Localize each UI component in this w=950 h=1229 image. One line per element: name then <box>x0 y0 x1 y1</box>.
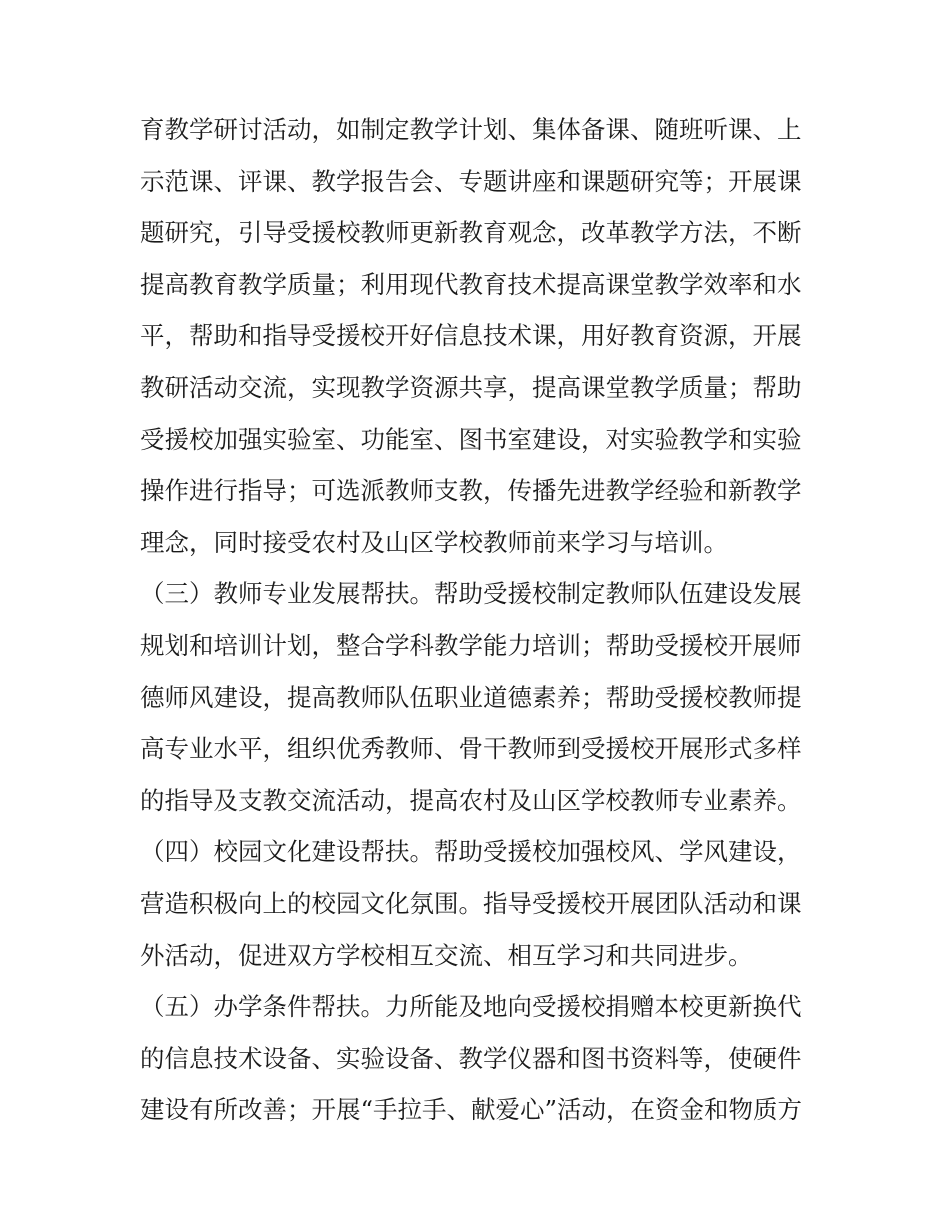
text-line: 营造积极向上的校园文化氛围。指导受援校开展团队活动和课 <box>140 888 802 918</box>
text-line: 平，帮助和指导受援校开好信息技术课，用好教育资源，开展 <box>140 321 802 351</box>
text-line: 操作进行指导；可选派教师支教，传播先进教学经验和新教学 <box>140 476 802 506</box>
section-heading-line: （四）校园文化建设帮扶。帮助受援校加强校风、学风建设， <box>140 837 802 867</box>
text-line: 外活动，促进双方学校相互交流、相互学习和共同进步。 <box>140 940 753 970</box>
text-line: 育教学研讨活动，如制定教学计划、集体备课、随班听课、上 <box>140 115 802 144</box>
text-line: 示范课、评课、教学报告会、专题讲座和课题研究等；开展课 <box>140 166 802 196</box>
text-line: 高专业水平，组织优秀教师、骨干教师到受援校开展形式多样 <box>140 734 802 764</box>
text-line: 题研究，引导受援校教师更新教育观念，改革教学方法，不断 <box>140 218 802 248</box>
text-line: 教研活动交流，实现教学资源共享，提高课堂教学质量；帮助 <box>140 372 802 402</box>
text-line: 的信息技术设备、实验设备、教学仪器和图书资料等，使硬件 <box>140 1043 802 1073</box>
text-line: 提高教育教学质量；利用现代教育技术提高课堂教学效率和水 <box>140 269 802 299</box>
text-line: 受援校加强实验室、功能室、图书室建设，对实验教学和实验 <box>140 424 802 454</box>
document-body <box>140 104 820 1136</box>
section-heading-line: （五）办学条件帮扶。力所能及地向受援校捐赠本校更新换代 <box>140 992 802 1022</box>
text-line: 规划和培训计划，整合学科教学能力培训；帮助受援校开展师 <box>140 630 802 660</box>
text-line: 建设有所改善；开展“手拉手、献爱心”活动，在资金和物质方 <box>140 1095 803 1125</box>
text-line: 的指导及支教交流活动，提高农村及山区学校教师专业素养。 <box>140 785 802 815</box>
text-line: 理念，同时接受农村及山区学校教师前来学习与培训。 <box>140 527 728 557</box>
text-line: 德师风建设，提高教师队伍职业道德素养；帮助受援校教师提 <box>140 682 802 712</box>
section-heading-line: （三）教师专业发展帮扶。帮助受援校制定教师队伍建设发展 <box>140 579 802 609</box>
